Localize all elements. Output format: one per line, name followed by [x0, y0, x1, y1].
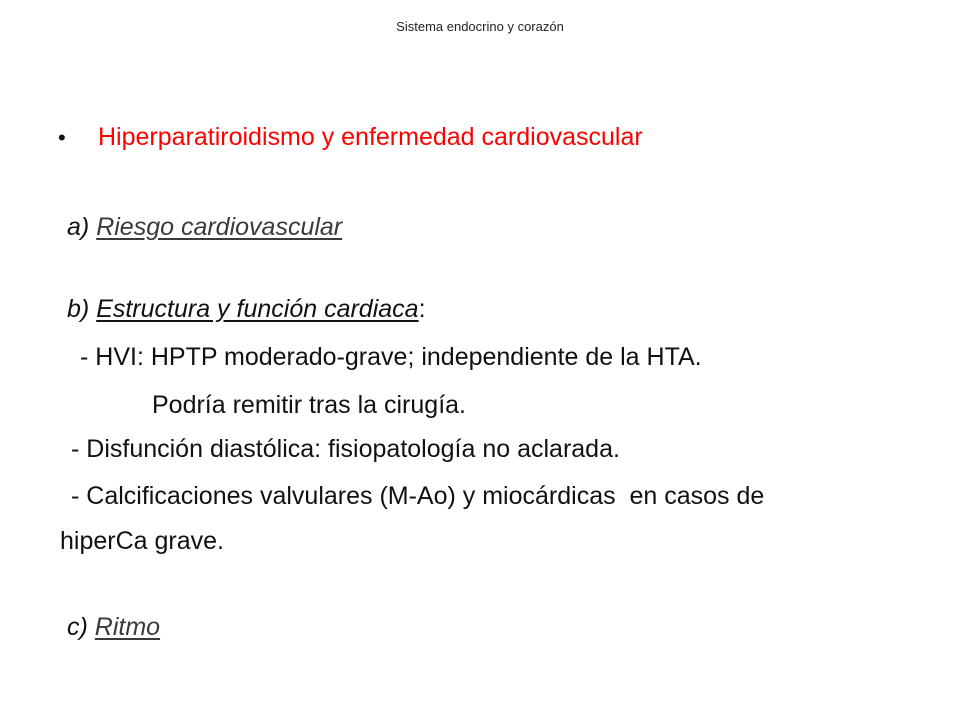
body-line-4: - Calcificaciones valvulares (M-Ao) y miocárdicas en casos de: [71, 482, 765, 510]
body-line-5: hiperCa grave.: [60, 527, 224, 555]
bullet-icon: •: [58, 125, 66, 150]
body-line-2: Podría remitir tras la cirugía.: [152, 391, 466, 419]
section-a: [67, 212, 342, 242]
bullet-heading: [58, 122, 643, 153]
section-c: [67, 612, 160, 642]
section-c-label: Ritmo: [94, 613, 161, 641]
bullet-title: Hiperparatiroidismo y enfermedad cardiovascular: [98, 123, 643, 151]
section-b-suffix: :: [418, 295, 426, 323]
section-a-label: Riesgo cardiovascular: [96, 213, 343, 241]
slide-header: Sistema endocrino y corazón: [396, 19, 564, 34]
section-b-label: Estructura y función cardiaca: [96, 295, 419, 323]
section-c-prefix: c): [67, 613, 95, 641]
section-a-prefix: a): [67, 213, 97, 241]
section-b-prefix: b): [67, 295, 97, 323]
body-line-1: - HVI: HPTP moderado-grave; independiente de la HTA.: [80, 343, 702, 371]
section-b: [67, 294, 426, 324]
body-line-3: - Disfunción diastólica: fisiopatología no aclarada.: [71, 435, 620, 463]
